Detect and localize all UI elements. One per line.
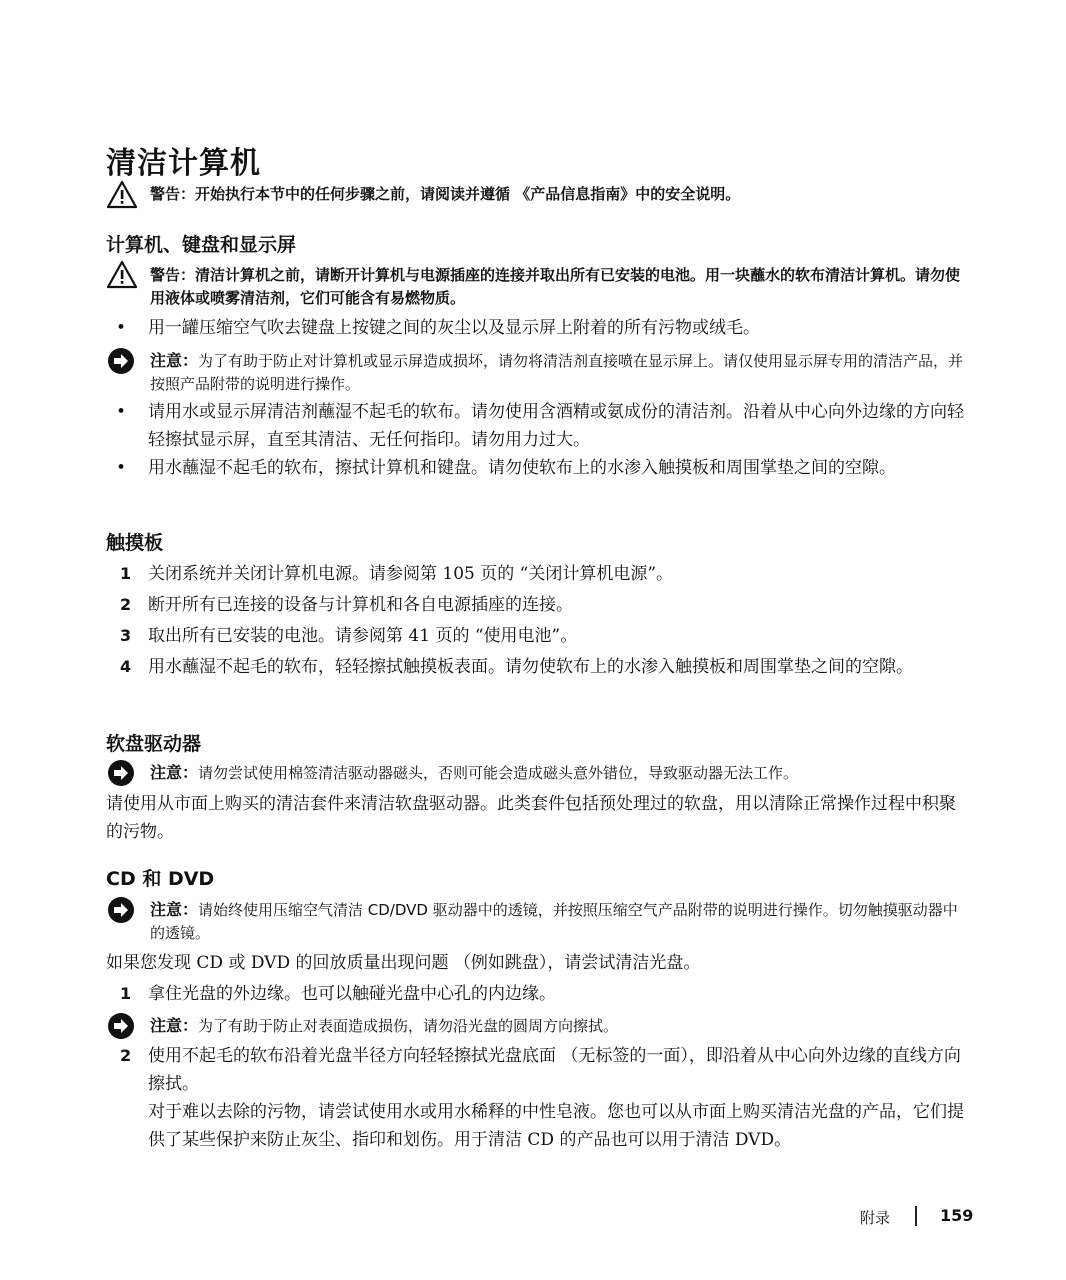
step-text: 用水蘸湿不起毛的软布，轻轻擦拭触摸板表面。请勿使软布上的水渗入触摸板和周围掌垫之间的空隙。 (148, 657, 913, 677)
list-item-text: 请用水或显示屏清洁剂蘸湿不起毛的软布。请勿使用含酒精或氨成份的清洁剂。沿着从中心向外边缘的方向轻轻擦拭显示屏，直至其清洁、无任何指印。请勿用力过大。 (148, 402, 964, 450)
section-heading-cd-dvd: CD 和 DVD (106, 868, 215, 890)
step-text: 取出所有已安装的电池。请参阅第 41 页的 “使用电池”。 (148, 626, 578, 646)
step-text: 断开所有已连接的设备与计算机和各自电源插座的连接。 (148, 595, 573, 615)
step-item (106, 622, 976, 650)
notice-text: 注意：为了有助于防止对表面造成损伤，请勿沿光盘的圆周方向擦拭。 (150, 1016, 619, 1035)
list-item (106, 454, 976, 510)
step-number: 3 (120, 626, 132, 645)
notice-text: 注意：请勿尝试使用棉签清洁驱动器磁头，否则可能会造成磁头意外错位，导致驱动器无法工作。 (150, 763, 799, 782)
footer-label: 附录 (860, 1209, 891, 1227)
list-item-text: 用一罐压缩空气吹去键盘上按键之间的灰尘以及显示屏上附着的所有污物或绒毛。 (148, 318, 760, 338)
section-heading-floppy: 软盘驱动器 (106, 733, 202, 755)
paragraph: 如果您发现 CD 或 DVD 的回放质量出现问题 （例如跳盘），请尝试清洁光盘。 (106, 953, 701, 973)
paragraph: 对于难以去除的污物，请尝试使用水或用水稀释的中性皂液。您也可以从市面上购买清洁光盘的产品，它们提供了某些保护来防止灰尘、指印和划伤。用于清洁 CD 的产品也可以用于清洁 DVD。 (148, 1102, 964, 1150)
cd-notice-2 (106, 1011, 966, 1041)
step-text: 使用不起毛的软布沿着光盘半径方向轻轻擦拭光盘底面 （无标签的一面），即沿着从中心向外边缘的直线方向擦拭。 (148, 1046, 961, 1094)
step-text: 关闭系统并关闭计算机电源。请参阅第 105 页的 “关闭计算机电源”。 (148, 564, 674, 584)
cd-notice (106, 895, 966, 945)
page-footer (860, 1204, 980, 1234)
step-number: 4 (120, 657, 132, 676)
notice-arrow-icon (106, 895, 138, 927)
step-item (106, 980, 976, 1008)
list-item-text: 用水蘸湿不起毛的软布，擦拭计算机和键盘。请勿使软布上的水渗入触摸板和周围掌垫之间的空隙。 (148, 458, 896, 478)
warning-text: 警告：清洁计算机之前，请断开计算机与电源插座的连接并取出所有已安装的电池。用一块蘸水的软布清洁计算机。请勿使用液体或喷雾清洁剂，它们可能含有易燃物质。 (150, 266, 961, 307)
notice-arrow-icon (106, 758, 138, 790)
bullet-icon: • (116, 318, 127, 338)
step-item (106, 591, 976, 619)
footer-divider (915, 1206, 917, 1226)
warning-text: 警告：开始执行本节中的任何步骤之前，请阅读并遵循 《产品信息指南》中的安全说明。 (150, 185, 741, 203)
computer-warning (106, 260, 966, 310)
list-item (106, 398, 976, 454)
page-number: 159 (940, 1206, 974, 1225)
step-number: 2 (120, 1046, 132, 1065)
step-item (106, 653, 976, 709)
step-item (106, 560, 976, 588)
bullet-icon: • (116, 402, 127, 422)
top-warning (106, 180, 966, 210)
page-title: 清洁计算机 (106, 146, 261, 181)
step-item (106, 1042, 976, 1098)
step-number: 1 (120, 564, 132, 583)
notice-text: 注意：为了有助于防止对计算机或显示屏造成损坏，请勿将清洁剂直接喷在显示屏上。请仅使用显示屏专用的清洁产品，并按照产品附带的说明进行操作。 (150, 351, 964, 393)
list-item (106, 314, 976, 342)
computer-notice (106, 346, 966, 396)
bullet-icon: • (116, 458, 127, 478)
step-number: 1 (120, 984, 132, 1003)
step-number: 2 (120, 595, 132, 614)
notice-arrow-icon (106, 346, 138, 378)
section-heading-computer: 计算机、键盘和显示屏 (106, 234, 297, 256)
notice-arrow-icon (106, 1011, 138, 1043)
floppy-notice (106, 758, 966, 788)
notice-text: 注意：请始终使用压缩空气清洁 CD/DVD 驱动器中的透镜，并按照压缩空气产品附带的说明进行操作。切勿触摸驱动器中的透镜。 (150, 900, 958, 942)
warning-triangle-icon (106, 260, 138, 292)
warning-triangle-icon (106, 180, 138, 212)
step-text: 拿住光盘的外边缘。也可以触碰光盘中心孔的内边缘。 (148, 984, 556, 1004)
section-heading-touchpad: 触摸板 (106, 532, 164, 554)
paragraph: 请使用从市面上购买的清洁套件来清洁软盘驱动器。此类套件包括预处理过的软盘，用以清除正常操作过程中积聚的污物。 (106, 794, 956, 842)
